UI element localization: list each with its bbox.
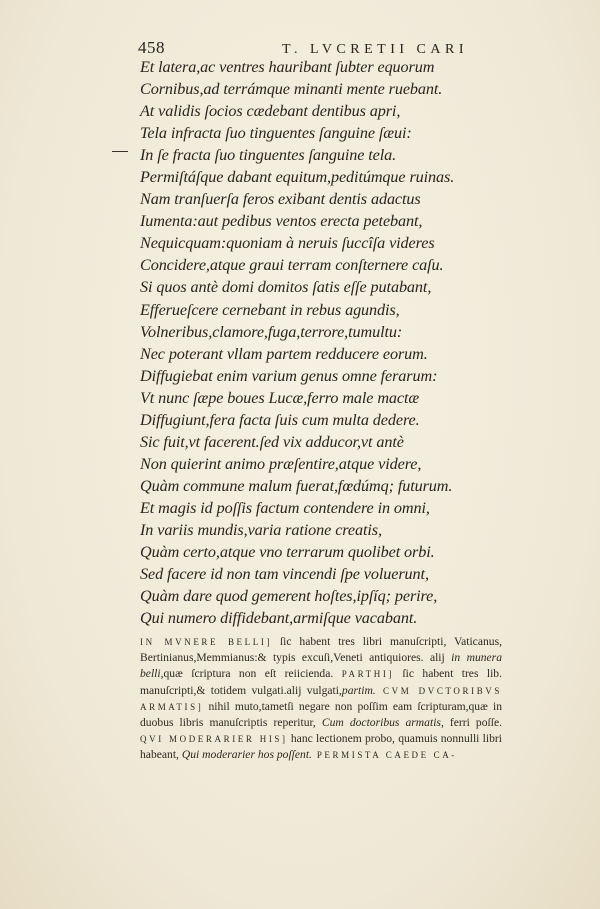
verse-line: Quàm commune malum fuerat,fœdúmq; futurum.	[140, 476, 453, 495]
catchword: PERMISTA CAEDE CA-	[311, 750, 457, 761]
lemma: IN MVNERE BELLI]	[140, 637, 273, 647]
verse-line: Si quos antè domi domitos ſatis eſſe putabant,	[140, 278, 432, 297]
verse-line: Diffugiebat enim varium genus omne ferarum:	[140, 366, 438, 385]
page-number: 458	[138, 38, 165, 57]
commentary-text: hanc lectionem probo, quamuis nonnulli libri habeant,	[140, 732, 502, 762]
variant-reading: partim.	[341, 683, 376, 697]
verse-line: Nequicquam:quoniam à neruis ſuccîſa videres	[140, 234, 435, 253]
verse-line: Volneribus,clamore,fuga,terrore,tumultu:	[140, 322, 403, 341]
page-header	[138, 38, 468, 58]
commentary-text: ſic habent tres libri manuſcripti, Vaticanus, Bertinianus,Memmianus:& typis excuſi,Veneti antiquiores. alij	[140, 635, 502, 665]
lemma: QVI MODERARIER HIS]	[140, 734, 288, 745]
verse-line: Concidere,atque graui terram conſternere caſu.	[140, 256, 444, 275]
verse-line: Permiſtáſque dabant equitum,peditúmque ruinas.	[140, 168, 455, 187]
variant-reading: in munera belli	[140, 651, 502, 681]
verse-line: Diffugiunt,fera facta ſuis cum multa dedere.	[140, 410, 420, 429]
verse-line: Quàm certo,atque vno terrarum quolibet orbi.	[140, 543, 435, 562]
commentary-text: ſic habent tres lib. manuſcripti,& totidem vulgati.alij vulgati,	[140, 667, 502, 697]
verse-line: At validis ſocios cædebant dentibus apri,	[140, 102, 401, 121]
lemma: PARTHI]	[341, 669, 395, 680]
verse-line: Qui numero diffidebant,armiſque vacabant.	[140, 609, 418, 628]
verse-line: Et magis id poſſis factum contendere in omni,	[140, 498, 430, 517]
verse-block	[140, 56, 490, 629]
variant-reading: Qui moderarier hos poſſent.	[181, 748, 312, 762]
verse-line: Tela infracta ſuo tinguentes ſanguine ſæui:	[140, 124, 412, 143]
verse-line: Cornibus,ad terrámque minanti mente ruebant.	[140, 80, 443, 99]
margin-dash	[112, 151, 128, 152]
verse-line: Quàm dare quod gemerent hoſtes,ipſíq; perire,	[140, 587, 438, 606]
verse-line: Iumenta:aut pedibus ventos erecta petebant,	[140, 212, 423, 231]
commentary-text: , ferri poſſe.	[440, 716, 502, 730]
verse-line: Non quierint animo præſentire,atque videre,	[140, 454, 422, 473]
variant-reading: Cum doctoribus armatis	[321, 716, 441, 730]
verse-line: Sed facere id non tam vincendi ſpe voluerunt,	[140, 565, 429, 584]
verse-line: Nec poterant vllam partem redducere eorum.	[140, 344, 428, 363]
verse-line: Sic fuit,vt facerent.ſed vix adducor,vt antè	[140, 432, 404, 451]
lemma: CVM DVCTORIBVS ARMATIS]	[140, 685, 502, 712]
verse-line: Et latera,ac ventres hauribant ſubter equorum	[140, 58, 435, 76]
commentary-text: nihil muto,tametſi negare non poſſim eam ſcripturam,quæ in duobus libris manuſcriptis reperitur,	[140, 699, 502, 730]
verse-line: Vt nunc ſæpe boues Lucæ,ferro male mactæ	[140, 388, 420, 407]
verse-line: Efferueſcere cernebant in rebus agundis,	[140, 300, 400, 319]
verse-line: In variis mundis,varia ratione creatis,	[140, 520, 382, 539]
commentary-text: ,quæ ſcriptura non eſt reiicienda.	[160, 667, 342, 681]
commentary-block	[140, 634, 502, 764]
running-head: T. LVCRETII CARI	[282, 42, 468, 57]
verse-line: In ſe fracta ſuo tinguentes ſanguine tela.	[140, 146, 397, 165]
verse-line: Nam tranſuerſa feros exibant dentis adactus	[140, 190, 421, 209]
